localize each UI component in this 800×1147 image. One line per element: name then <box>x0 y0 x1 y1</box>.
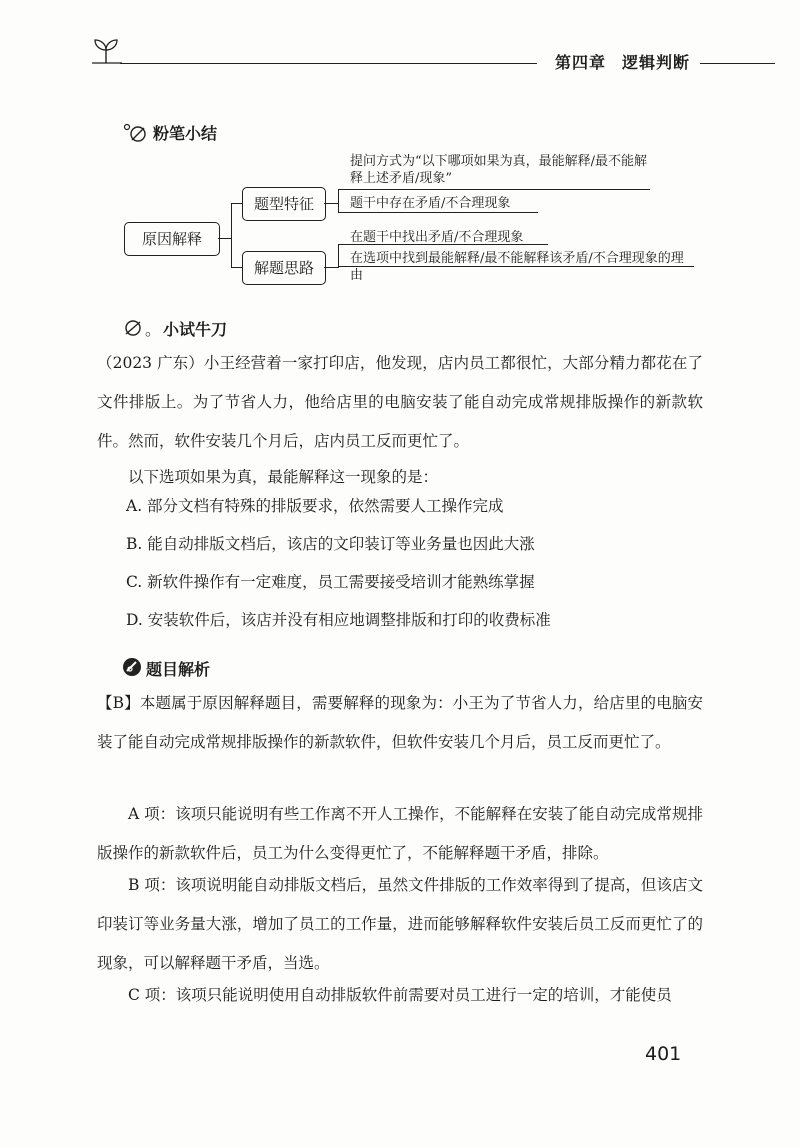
mindmap-leaf: 在题干中找出矛盾/不合理现象 <box>350 230 524 245</box>
question-prompt: 以下选项如果为真，最能解释这一现象的是： <box>128 468 439 486</box>
chapter-label: 第四章 <box>555 53 607 72</box>
mindmap-connector <box>324 203 339 204</box>
mindmap-connector <box>324 267 339 268</box>
mindmap-connector <box>338 189 650 190</box>
option-c: C. 新软件操作有一定难度，员工需要接受培训才能熟练掌握 <box>126 573 535 591</box>
mindmap-root: 原因解释 <box>124 222 220 256</box>
mindmap-branch-features: 题型特征 <box>242 187 326 221</box>
mindmap-connector <box>338 189 339 213</box>
mindmap-branch-approach: 解题思路 <box>242 251 326 285</box>
mindmap-connector <box>218 238 232 239</box>
option-d: D. 安装软件后，该店并没有相应地调整排版和打印的收费标准 <box>126 611 551 629</box>
summary-title: 粉笔小结 <box>153 124 218 143</box>
header-rule-right <box>700 63 775 64</box>
chalk-icon <box>122 122 148 144</box>
practice-title: 小试牛刀 <box>163 320 228 339</box>
mindmap-connector <box>231 203 242 204</box>
analysis-title: 题目解析 <box>146 660 211 679</box>
knife-icon <box>122 318 144 338</box>
analysis-icon <box>122 657 142 677</box>
practice-title-dot: 。 <box>145 320 162 339</box>
sprout-icon <box>90 36 122 66</box>
mindmap-connector <box>338 244 339 267</box>
page-number: 401 <box>645 1043 682 1065</box>
analysis-option-a: A 项：该项只能说明有些工作离不开人工操作，不能解释在安装了能自动完成常规排版操作的新款软件后，员工为什么变得更忙了，不能解释题干矛盾，排除。 <box>97 805 703 862</box>
mindmap-leaf: 题干中存在矛盾/不合理现象 <box>350 196 511 211</box>
analysis-option-c: C 项：该项只能说明使用自动排版软件前需要对员工进行一定的培训，才能使员 <box>128 986 672 1004</box>
mindmap-connector <box>231 203 232 267</box>
mindmap-connector <box>231 267 242 268</box>
section-label: 逻辑判断 <box>622 53 691 72</box>
analysis-answer: 【B】本题属于原因解释题目，需要解释的现象为：小王为了节省人力，给店里的电脑安装了能自动完成常规排版操作的新款软件，但软件安装几个月后，员工反而更忙了。 <box>97 694 703 751</box>
header-rule-left <box>120 63 537 64</box>
mindmap-leaf: 提问方式为“以下哪项如果为真，最能解释/最不能解释上述矛盾/现象” <box>350 154 648 186</box>
analysis-option-b: B 项：该项说明能自动排版文档后，虽然文件排版的工作效率得到了提高，但该店文印装订等业务量大涨，增加了员工的工作量，进而能够解释软件安装后员工反而更忙了的现象，可以解释题干矛盾，当选。 <box>97 876 703 972</box>
mindmap-leaf: 在选项中找到最能解释/最不能解释该矛盾/不合理现象的理由 <box>350 251 684 283</box>
option-a: A. 部分文档有特殊的排版要求，依然需要人工操作完成 <box>126 497 504 515</box>
option-b: B. 能自动排版文档后，该店的文印装订等业务量也因此大涨 <box>126 535 535 553</box>
mindmap-connector <box>338 212 538 213</box>
question-text: （2023 广东）小王经营着一家打印店，他发现，店内员工都很忙，大部分精力都花在了文件排版上。为了节省人力，他给店里的电脑安装了能自动完成常规排版操作的新款软件。然而，软件安装几个月后，店内员工反而更忙了。 <box>97 354 703 450</box>
